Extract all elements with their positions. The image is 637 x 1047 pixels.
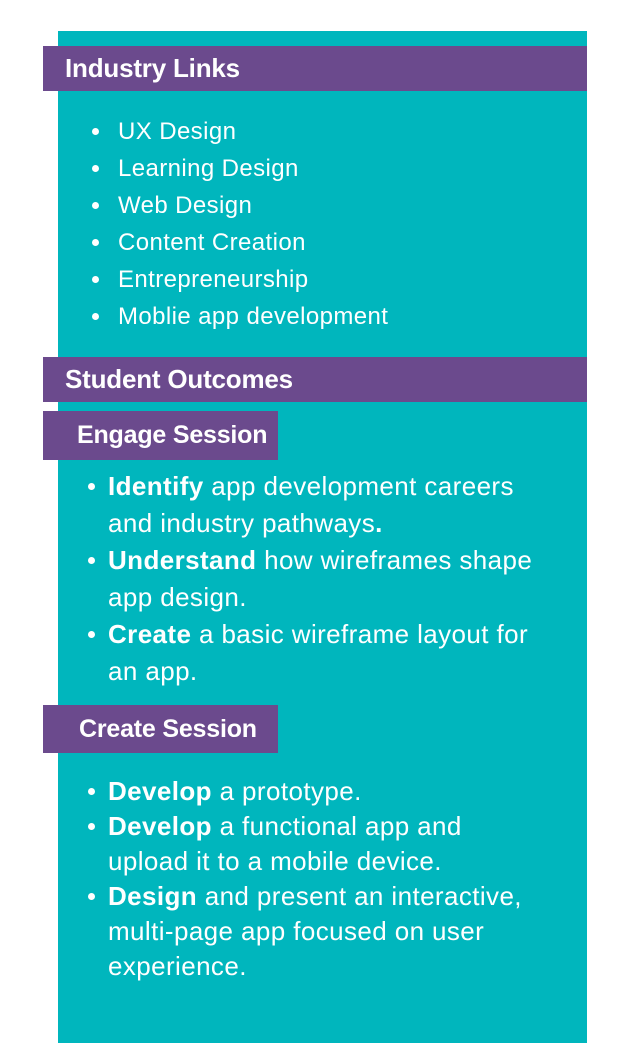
bullet-icon bbox=[88, 893, 95, 900]
list-item-label: UX Design bbox=[118, 118, 237, 145]
list-item-text: a prototype. bbox=[211, 776, 362, 806]
list-item-text: and present an interactive, multi-page app focused on user experience. bbox=[108, 881, 522, 981]
list-item-text: a functional app and upload it to a mobile device. bbox=[108, 811, 462, 876]
student-outcomes-header-bar bbox=[43, 357, 587, 402]
student-outcomes-title: Student Outcomes bbox=[65, 364, 293, 394]
list-item bbox=[58, 774, 546, 809]
create-session-list bbox=[58, 774, 546, 984]
bullet-icon bbox=[92, 313, 99, 320]
list-item-text: how wireframes shape app design. bbox=[108, 545, 533, 612]
list-item-label: Learning Design bbox=[118, 155, 299, 182]
list-item-keyword: Create bbox=[108, 619, 192, 649]
list-item-keyword: Design bbox=[108, 881, 198, 911]
list-item bbox=[58, 542, 546, 616]
engage-session-title: Engage Session bbox=[77, 421, 268, 449]
list-item-keyword: Identify bbox=[108, 471, 204, 501]
list-item-text: a basic wireframe layout for an app. bbox=[108, 619, 529, 686]
bullet-icon bbox=[88, 557, 95, 564]
create-session-title: Create Session bbox=[79, 714, 257, 743]
list-item-keyword: Develop bbox=[108, 811, 212, 841]
list-item bbox=[58, 113, 528, 150]
bullet-icon bbox=[92, 239, 99, 246]
list-item bbox=[58, 616, 546, 690]
list-item-label: Moblie app development bbox=[118, 303, 389, 330]
list-item bbox=[58, 468, 546, 542]
list-item bbox=[58, 298, 528, 335]
list-item-label: Entrepreneurship bbox=[118, 266, 309, 293]
bullet-icon bbox=[88, 823, 95, 830]
list-item bbox=[58, 224, 528, 261]
list-item-suffix: . bbox=[375, 508, 383, 538]
industry-links-header-bar bbox=[43, 46, 587, 91]
list-item-text: app development careers and industry pathways bbox=[108, 471, 514, 538]
list-item bbox=[58, 809, 546, 879]
list-item bbox=[58, 879, 546, 984]
bullet-icon bbox=[92, 128, 99, 135]
engage-session-header-bar bbox=[43, 411, 278, 460]
bullet-icon bbox=[88, 788, 95, 795]
list-item-label: Content Creation bbox=[118, 229, 306, 256]
list-item-label: Web Design bbox=[118, 192, 253, 219]
list-item bbox=[58, 150, 528, 187]
list-item bbox=[58, 261, 528, 298]
bullet-icon bbox=[92, 165, 99, 172]
list-item bbox=[58, 187, 528, 224]
create-session-header-bar bbox=[43, 705, 278, 753]
bullet-icon bbox=[88, 631, 95, 638]
bullet-icon bbox=[92, 202, 99, 209]
bullet-icon bbox=[92, 276, 99, 283]
bullet-icon bbox=[88, 483, 95, 490]
engage-session-list bbox=[58, 468, 546, 690]
industry-links-title: Industry Links bbox=[65, 53, 240, 83]
industry-links-list bbox=[58, 113, 528, 335]
list-item-keyword: Develop bbox=[108, 776, 212, 806]
list-item-keyword: Understand bbox=[108, 545, 257, 575]
